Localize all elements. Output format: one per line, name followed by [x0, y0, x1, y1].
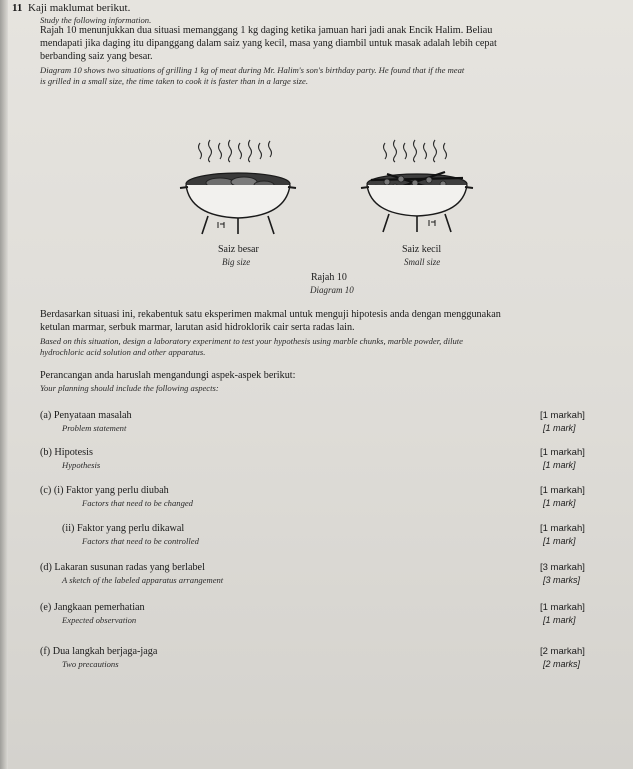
item-d-label-en: A sketch of the labeled apparatus arrangement — [62, 575, 224, 585]
item-d-marks-en: [3 marks] — [543, 575, 581, 585]
item-f-marks: [2 markah] — [540, 646, 585, 657]
item-a-label-en: Problem statement — [62, 423, 127, 433]
planning-instruction: Perancangan anda haruslah mengandungi aspek-aspek berikut: — [40, 370, 296, 381]
item-c-ii-marks: [1 markah] — [540, 523, 585, 534]
item-e-marks: [1 markah] — [540, 602, 585, 613]
item-b-label-en: Hypothesis — [62, 460, 101, 470]
intro-line-2: mendapati jika daging itu dipanggang dalam saiz yang kecil, masa yang diambil untuk masak adalah lebih cepat — [40, 38, 497, 49]
item-c-i-label: (c) (i) Faktor yang perlu diubah — [40, 485, 169, 496]
item-e-label: (e) Jangkaan pemerhatian — [40, 602, 145, 613]
item-c-i-marks: [1 markah] — [540, 485, 585, 496]
item-a-label: (a) Penyataan masalah — [40, 410, 132, 421]
task-en-line-2: hydrochloric acid solution and other apparatus. — [40, 347, 206, 357]
question-title: Kaji maklumat berikut. — [28, 2, 131, 14]
smoke-lines-left — [199, 140, 272, 162]
intro-line-3: berbanding saiz yang besar. — [40, 51, 153, 62]
diagram-caption-en: Diagram 10 — [310, 285, 354, 295]
item-f-label: (f) Dua langkah berjaga-jaga — [40, 646, 158, 657]
grill-small-size-illustration — [357, 138, 477, 238]
task-line-1: Berdasarkan situasi ini, rekabentuk satu eksperimen makmal untuk menguji hipotesis anda dengan menggunakan — [40, 309, 501, 320]
task-line-2: ketulan marmar, serbuk marmar, larutan asid hidroklorik cair serta radas lain. — [40, 322, 355, 333]
item-c-i-label-en: Factors that need to be changed — [82, 498, 193, 508]
item-f-label-en: Two precautions — [62, 659, 119, 669]
item-b-marks: [1 markah] — [540, 447, 585, 458]
planning-instruction-en: Your planning should include the following aspects: — [40, 383, 219, 393]
task-en-line-1: Based on this situation, design a laboratory experiment to test your hypothesis using marble chunks, marble powder, dilute — [40, 336, 463, 346]
intro-en-line-1: Diagram 10 shows two situations of grilling 1 kg of meat during Mr. Halim's son's birthday party. He found that if the meat — [40, 65, 465, 75]
label-small-size: Saiz kecil — [402, 244, 442, 255]
item-a-marks-en: [1 mark] — [543, 423, 576, 433]
intro-line-1: Rajah 10 menunjukkan dua situasi memanggang 1 kg daging ketika jamuan hari jadi anak Encik Halim. Beliau — [40, 25, 493, 36]
item-c-ii-label-en: Factors that need to be controlled — [82, 536, 199, 546]
item-e-marks-en: [1 mark] — [543, 615, 576, 625]
item-b-label: (b) Hipotesis — [40, 447, 93, 458]
item-c-ii-marks-en: [1 mark] — [543, 536, 576, 546]
label-big-size-en: Big size — [222, 257, 251, 267]
page-edge-shadow — [0, 0, 8, 769]
question-title-en: Study the following information. — [40, 15, 152, 25]
grill-big-size-illustration — [178, 138, 298, 238]
item-f-marks-en: [2 marks] — [543, 659, 581, 669]
smoke-lines-right — [384, 140, 447, 162]
diagram-caption: Rajah 10 — [311, 272, 347, 283]
item-c-ii-label: (ii) Faktor yang perlu dikawal — [62, 523, 185, 534]
question-number: 11 — [12, 2, 23, 14]
item-c-i-marks-en: [1 mark] — [543, 498, 576, 508]
intro-en-line-2: is grilled in a small size, the time taken to cook it is faster than in a large size. — [40, 76, 308, 86]
item-a-marks: [1 markah] — [540, 410, 585, 421]
item-b-marks-en: [1 mark] — [543, 460, 576, 470]
item-d-marks: [3 markah] — [540, 562, 585, 573]
item-e-label-en: Expected observation — [62, 615, 137, 625]
label-big-size: Saiz besar — [218, 244, 259, 255]
label-small-size-en: Small size — [404, 257, 441, 267]
item-d-label: (d) Lakaran susunan radas yang berlabel — [40, 562, 205, 573]
